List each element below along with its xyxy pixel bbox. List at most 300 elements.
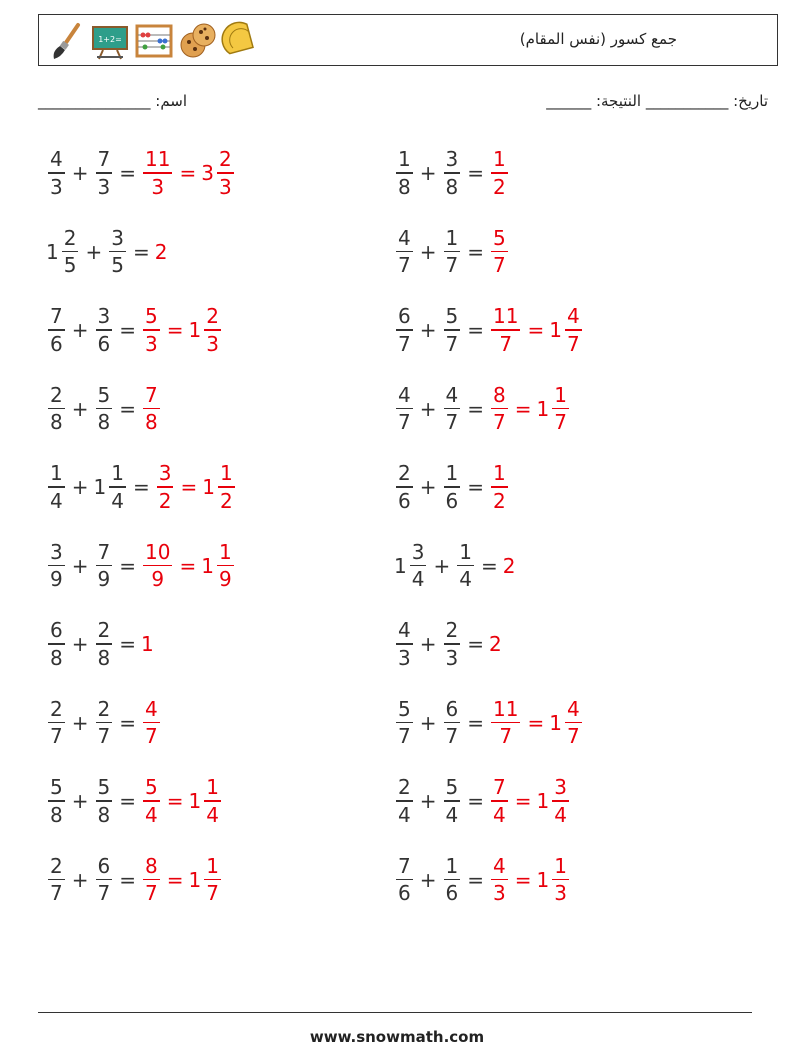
operator: + (419, 867, 437, 892)
numerator: 6 (398, 304, 411, 329)
answer-whole-number: 2 (154, 239, 168, 264)
fraction (109, 463, 126, 511)
denominator: 8 (145, 410, 158, 435)
fraction (444, 149, 461, 197)
fraction (48, 539, 65, 592)
operator: = (132, 239, 150, 264)
whole-number: 1 (394, 553, 407, 578)
denominator: 8 (97, 645, 111, 670)
answer-fraction (491, 853, 508, 906)
numerator: 3 (97, 304, 111, 329)
fraction (48, 620, 65, 668)
denominator: 7 (493, 253, 506, 278)
answer-fraction (552, 382, 569, 435)
denominator: 7 (97, 724, 111, 749)
operator: = (119, 318, 136, 342)
fraction (109, 225, 126, 278)
fraction (444, 620, 461, 668)
operator: = (467, 239, 484, 264)
numerator: 5 (145, 775, 158, 800)
operator: = (132, 475, 150, 499)
fraction (444, 382, 461, 435)
numerator: 4 (398, 382, 411, 407)
fraction (457, 539, 474, 592)
numerator: 2 (50, 696, 63, 721)
operator: = (119, 867, 136, 892)
denominator: 4 (459, 567, 472, 592)
denominator: 7 (50, 881, 63, 906)
numerator: 2 (97, 696, 111, 721)
numerator: 3 (411, 539, 425, 564)
operator: = (467, 161, 484, 185)
numerator: 1 (50, 461, 63, 486)
operator: = (514, 867, 532, 892)
problem-8 (394, 379, 571, 439)
denominator: 3 (493, 881, 506, 906)
operator: = (467, 396, 484, 421)
fraction (48, 382, 65, 435)
operator: = (467, 710, 484, 735)
operator: = (527, 710, 545, 735)
answer-whole-number: 1 (188, 318, 202, 342)
denominator: 4 (493, 802, 506, 827)
problem-4 (394, 222, 510, 282)
numerator: 2 (398, 775, 411, 800)
numerator: 2 (50, 853, 63, 878)
denominator: 8 (50, 410, 63, 435)
operator: = (166, 789, 184, 813)
operator: + (419, 239, 437, 264)
answer-fraction (143, 149, 172, 197)
operator: = (480, 553, 498, 578)
fraction (444, 696, 461, 749)
operator: + (419, 161, 437, 185)
numerator: 4 (398, 225, 411, 250)
denominator: 9 (50, 567, 63, 592)
denominator: 3 (206, 331, 219, 356)
operator: = (527, 318, 545, 342)
operator: = (119, 710, 136, 735)
numerator: 5 (445, 304, 459, 329)
denominator: 9 (151, 567, 165, 592)
numerator: 1 (493, 461, 506, 486)
operator: = (467, 318, 484, 342)
denominator: 8 (50, 645, 63, 670)
fraction (96, 620, 113, 668)
fraction (48, 777, 65, 825)
operator: + (419, 475, 437, 499)
operator: + (71, 789, 89, 813)
numerator: 2 (218, 147, 232, 172)
answer-fraction (491, 149, 508, 197)
numerator: 4 (566, 304, 580, 329)
denominator: 3 (445, 645, 459, 670)
denominator: 4 (206, 802, 219, 827)
numerator: 11 (145, 147, 171, 172)
numerator: 6 (445, 696, 459, 721)
answer-whole-number: 2 (489, 632, 502, 656)
fraction (48, 306, 65, 354)
fraction (396, 696, 413, 749)
paintbrush-icon (45, 20, 87, 62)
operator: + (419, 396, 437, 421)
fraction (444, 853, 461, 906)
fraction (444, 225, 461, 278)
fraction (48, 853, 65, 906)
problem-18 (394, 771, 571, 831)
answer-whole-number: 1 (188, 867, 202, 892)
fraction (396, 225, 413, 278)
numerator: 4 (50, 147, 63, 172)
problem-10 (394, 457, 510, 517)
fraction (396, 149, 413, 197)
fraction (444, 306, 461, 354)
numerator: 4 (493, 853, 506, 878)
numerator: 5 (97, 775, 111, 800)
denominator: 2 (493, 174, 506, 199)
operator: + (85, 239, 103, 264)
fraction (96, 853, 113, 906)
numerator: 5 (445, 775, 459, 800)
answer-fraction (491, 382, 508, 435)
operator: + (71, 475, 89, 499)
denominator: 8 (398, 174, 411, 199)
problem-1 (46, 143, 236, 203)
numerator: 4 (445, 382, 459, 407)
fraction (48, 463, 65, 511)
numerator: 3 (158, 461, 172, 486)
denominator: 7 (398, 410, 411, 435)
answer-fraction (552, 777, 569, 825)
denominator: 3 (97, 174, 111, 199)
problem-7 (46, 379, 162, 439)
answer-whole-number: 1 (188, 789, 202, 813)
numerator: 8 (145, 853, 158, 878)
numerator: 7 (97, 539, 111, 564)
answer-fraction (143, 382, 160, 435)
denominator: 7 (206, 881, 219, 906)
problem-3 (46, 222, 168, 282)
denominator: 6 (398, 881, 411, 906)
answer-whole-number: 1 (549, 710, 562, 735)
operator: = (467, 632, 484, 656)
fraction (396, 306, 413, 354)
denominator: 5 (111, 253, 124, 278)
answer-fraction (491, 696, 520, 749)
denominator: 3 (218, 174, 232, 199)
whole-number: 1 (46, 239, 59, 264)
fraction (96, 149, 113, 197)
fraction (96, 382, 113, 435)
operator: = (514, 789, 532, 813)
operator: = (514, 396, 532, 421)
operator: = (166, 867, 184, 892)
operator: = (166, 318, 184, 342)
answer-whole-number: 1 (141, 632, 154, 656)
operator: + (419, 632, 437, 656)
denominator: 4 (145, 802, 158, 827)
operator: = (467, 867, 484, 892)
numerator: 4 (145, 696, 158, 721)
answer-fraction (143, 777, 160, 825)
denominator: 9 (218, 567, 232, 592)
operator: = (467, 475, 484, 499)
whole-number: 1 (93, 475, 107, 499)
answer-whole-number: 3 (201, 161, 214, 185)
numerator: 2 (50, 382, 63, 407)
denominator: 7 (554, 410, 567, 435)
protractor-icon (221, 20, 263, 62)
numerator: 1 (218, 539, 232, 564)
problem-9 (46, 457, 237, 517)
answer-fraction (143, 853, 160, 906)
numerator: 1 (219, 461, 233, 486)
denominator: 6 (445, 488, 459, 513)
problem-11 (46, 536, 236, 596)
operator: + (419, 789, 437, 813)
operator: + (71, 161, 89, 185)
numerator: 1 (445, 853, 459, 878)
numerator: 6 (97, 853, 111, 878)
denominator: 3 (398, 645, 411, 670)
answer-fraction (217, 539, 234, 592)
denominator: 4 (445, 802, 459, 827)
denominator: 7 (97, 881, 111, 906)
numerator: 1 (445, 461, 459, 486)
answer-fraction (217, 149, 234, 197)
numerator: 7 (50, 304, 63, 329)
denominator: 2 (493, 488, 506, 513)
denominator: 7 (493, 410, 506, 435)
denominator: 7 (145, 724, 158, 749)
numerator: 2 (63, 225, 77, 250)
denominator: 4 (411, 567, 425, 592)
denominator: 5 (63, 253, 77, 278)
answer-fraction (204, 777, 221, 825)
fraction (96, 696, 113, 749)
denominator: 6 (97, 331, 111, 356)
denominator: 3 (50, 174, 63, 199)
denominator: 7 (445, 253, 459, 278)
numerator: 1 (445, 225, 459, 250)
operator: + (71, 632, 89, 656)
operator: + (71, 553, 89, 578)
numerator: 5 (493, 225, 506, 250)
header-icons (45, 19, 263, 63)
svg-text:1+2=: 1+2= (98, 35, 122, 44)
problem-19 (46, 850, 223, 910)
denominator: 7 (499, 724, 513, 749)
numerator: 7 (398, 853, 411, 878)
answer-fraction (491, 306, 520, 354)
numerator: 4 (566, 696, 580, 721)
numerator: 1 (459, 539, 472, 564)
header-box (38, 14, 778, 66)
problem-17 (46, 771, 223, 831)
answer-fraction (143, 696, 160, 749)
denominator: 6 (50, 331, 63, 356)
denominator: 3 (151, 174, 165, 199)
answer-fraction (204, 853, 221, 906)
answer-whole-number: 1 (536, 867, 550, 892)
numerator: 5 (97, 382, 111, 407)
numerator: 1 (206, 853, 219, 878)
answer-fraction (204, 306, 221, 354)
abacus-icon (133, 20, 175, 62)
fraction (396, 853, 413, 906)
fraction (96, 539, 113, 592)
answer-whole-number: 1 (202, 475, 215, 499)
denominator: 6 (445, 881, 459, 906)
denominator: 3 (554, 881, 567, 906)
denominator: 6 (398, 488, 411, 513)
operator: = (119, 632, 136, 656)
problem-5 (46, 300, 223, 360)
answer-fraction (565, 306, 582, 354)
operator: + (419, 710, 437, 735)
numerator: 4 (398, 618, 411, 643)
numerator: 5 (145, 304, 158, 329)
numerator: 1 (554, 382, 567, 407)
fraction (396, 382, 413, 435)
problem-6 (394, 300, 584, 360)
numerator: 6 (50, 618, 63, 643)
denominator: 2 (158, 488, 172, 513)
numerator: 11 (493, 696, 519, 721)
numerator: 1 (398, 147, 411, 172)
denominator: 9 (97, 567, 111, 592)
answer-fraction (218, 463, 235, 511)
chalkboard-icon (89, 20, 131, 62)
footer-url: www.snowmath.com (309, 1028, 485, 1046)
answer-fraction (565, 696, 582, 749)
denominator: 7 (50, 724, 63, 749)
operator: + (433, 553, 451, 578)
problem-15 (46, 693, 162, 753)
fraction (444, 463, 461, 511)
answer-fraction (143, 539, 172, 592)
fraction (410, 539, 427, 592)
fraction (444, 777, 461, 825)
problem-16 (394, 693, 584, 753)
denominator: 4 (398, 802, 411, 827)
numerator: 3 (111, 225, 124, 250)
fraction (48, 149, 65, 197)
denominator: 8 (445, 174, 459, 199)
answer-whole-number: 1 (536, 396, 550, 421)
denominator: 7 (145, 881, 158, 906)
fraction (48, 696, 65, 749)
denominator: 7 (398, 724, 411, 749)
numerator: 2 (97, 618, 111, 643)
problem-20 (394, 850, 571, 910)
operator: = (119, 396, 136, 421)
numerator: 7 (493, 775, 506, 800)
operator: + (71, 710, 89, 735)
operator: = (467, 789, 484, 813)
name-field-label: _______________ :اسم (38, 92, 188, 110)
worksheet-title: جمع كسور (نفس المقام) (519, 30, 677, 48)
numerator: 10 (145, 539, 171, 564)
denominator: 7 (445, 724, 459, 749)
operator: + (71, 318, 89, 342)
answer-fraction (491, 777, 508, 825)
answer-fraction (157, 463, 174, 511)
problem-12 (394, 536, 516, 596)
answer-whole-number: 1 (536, 789, 550, 813)
fraction (396, 463, 413, 511)
fraction (96, 306, 113, 354)
operator: = (179, 161, 197, 185)
answer-whole-number: 2 (502, 553, 516, 578)
denominator: 4 (50, 488, 63, 513)
denominator: 7 (499, 331, 513, 356)
numerator: 1 (493, 147, 506, 172)
denominator: 3 (145, 331, 158, 356)
numerator: 3 (50, 539, 63, 564)
numerator: 11 (493, 304, 519, 329)
denominator: 8 (97, 410, 111, 435)
numerator: 5 (398, 696, 411, 721)
denominator: 7 (445, 410, 459, 435)
footer-divider (38, 1012, 752, 1013)
answer-whole-number: 1 (549, 318, 562, 342)
answer-whole-number: 1 (201, 553, 214, 578)
operator: = (180, 475, 198, 499)
answer-fraction (491, 225, 508, 278)
operator: + (419, 318, 437, 342)
answer-fraction (491, 463, 508, 511)
operator: = (119, 161, 136, 185)
numerator: 1 (111, 461, 124, 486)
denominator: 2 (219, 488, 233, 513)
fraction (62, 225, 79, 278)
denominator: 4 (554, 802, 567, 827)
problem-13 (46, 614, 155, 674)
denominator: 7 (445, 331, 459, 356)
numerator: 1 (206, 775, 219, 800)
denominator: 7 (398, 331, 411, 356)
operator: + (71, 867, 89, 892)
date-score-label: ______ :تاريخ: ___________ النتيجة (546, 92, 768, 110)
denominator: 4 (111, 488, 124, 513)
numerator: 3 (554, 775, 567, 800)
numerator: 1 (554, 853, 567, 878)
operator: = (119, 789, 136, 813)
denominator: 7 (566, 331, 580, 356)
numerator: 3 (445, 147, 459, 172)
denominator: 7 (566, 724, 580, 749)
problem-2 (394, 143, 510, 203)
numerator: 2 (206, 304, 219, 329)
operator: + (71, 396, 89, 421)
denominator: 8 (97, 802, 111, 827)
numerator: 8 (493, 382, 506, 407)
numerator: 2 (445, 618, 459, 643)
numerator: 2 (398, 461, 411, 486)
cookie-icon (177, 20, 219, 62)
operator: = (119, 553, 136, 578)
fraction (396, 620, 413, 668)
fraction (96, 777, 113, 825)
answer-fraction (143, 306, 160, 354)
problem-14 (394, 614, 503, 674)
numerator: 7 (145, 382, 158, 407)
denominator: 8 (50, 802, 63, 827)
numerator: 7 (97, 147, 111, 172)
denominator: 7 (398, 253, 411, 278)
numerator: 5 (50, 775, 63, 800)
